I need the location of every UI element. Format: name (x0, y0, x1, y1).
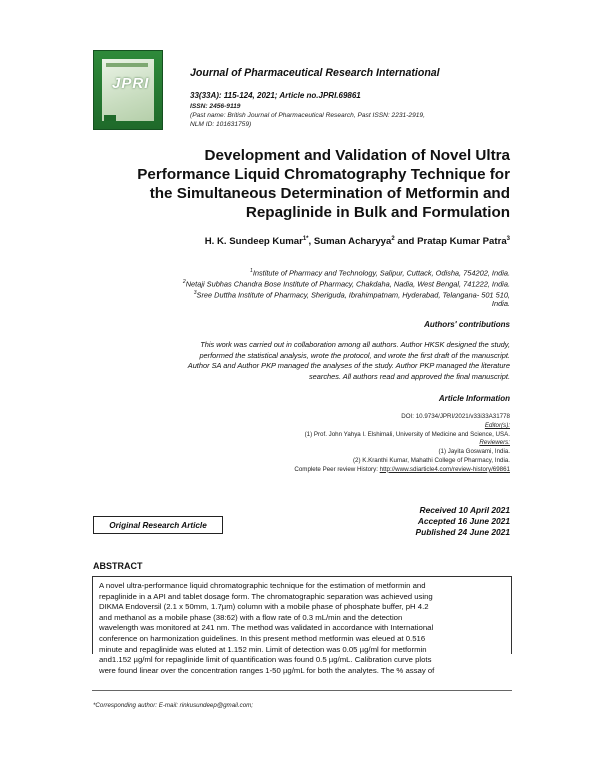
affiliation: $^3$Sree Duttha Institute of Pharmacy, Sheriguda, Ibrahimpatnam, Hyderabad, Telangana- 501 510, (193, 290, 510, 300)
reviewer: (1) Jayita Goswami, India. (438, 448, 510, 456)
editor: (1) Prof. John Yahya I. Elshimali, University of Medicine and Science, USA. (304, 430, 510, 438)
contributions-heading: Authors' contributions (424, 320, 510, 329)
cover-panel (102, 59, 154, 121)
reviewers-label: Reviewers: (479, 439, 510, 447)
abstract-line: and methanol as a mobile phase (38:62) with a flow rate of 0.3 mL/min and the detection (99, 612, 403, 622)
abstract-line: and1.152 µg/ml for repaglinide limit of quantification was found 0.5 µg/mL. Calibration curve plots (99, 655, 432, 665)
contrib-line: Author SA and Author PKP managed the analyses of the study. Author PKP managed the literature (187, 361, 510, 371)
volume-line: 33(33A): 115-124, 2021; Article no.JPRI.69861 (190, 91, 361, 100)
contrib-line: This work was carried out in collaboration among all authors. Author HKSK designed the study, (200, 340, 510, 349)
cover-logo: JPRI (112, 75, 150, 92)
paper-title (96, 146, 510, 222)
abstract-line: wavelength was monitored at 241 nm. The method was validated in accordance with International (99, 623, 434, 633)
doi: DOI: 10.9734/JPRI/2021/v33i33A31778 (401, 413, 510, 420)
peer-review-history-link[interactable]: http://www.sdiarticle4.com/review-history/69861 (379, 465, 510, 473)
author-sup: 1* (302, 236, 309, 242)
title-line: the Simultaneous Determination of Metformin and (149, 185, 510, 202)
abstract-heading: ABSTRACT (93, 561, 143, 571)
footnote-divider (92, 690, 512, 691)
abstract-box (92, 576, 512, 675)
published-date: Published 24 June 2021 (415, 526, 510, 537)
affiliation: $^1$Institute of Pharmacy and Technology, Salipur, Cuttack, Odisha, 754202, India. (250, 268, 510, 278)
affiliation: India. (491, 299, 510, 308)
cover-mark (104, 115, 116, 121)
past-name: (Past name: British Journal of Pharmaceutical Research, Past ISSN: 2231-2919, (190, 112, 425, 119)
title-line: Performance Liquid Chromatography Technique for (137, 166, 510, 183)
abstract-line: repaglinide in a API and tablet dosage form. The chromatographic separation was achieved using (99, 591, 433, 601)
title-line: Development and Validation of Novel Ultra (204, 147, 510, 164)
journal-name: Journal of Pharmaceutical Research International (190, 67, 440, 79)
journal-cover-image (93, 50, 163, 130)
editors-label: Editor(s): (484, 421, 510, 429)
contrib-line: performed the statistical analysis, wrote the protocol, and wrote the first draft of the manuscript. (199, 350, 510, 360)
author-sup: 2 (391, 236, 395, 242)
corresponding-author-footnote: *Corresponding author: E-mail: rinkusundeep@gmail.com; (93, 702, 254, 709)
article-info-heading: Article Information (438, 394, 510, 403)
abstract-line: minute and repaglinide was eluted at 1.152 min. Limit of detection was 0.05 µg/ml for metformin (99, 644, 427, 654)
abstract-line: were found linear over the concentration ranges 1-50 µg/mL for both the analytes. The % assay of (99, 665, 435, 675)
author-name: H. K. Sundeep Kumar (204, 236, 303, 248)
article-info (96, 413, 510, 475)
received-date: Received 10 April 2021 (419, 505, 510, 515)
author-sup: 3 (506, 236, 510, 242)
accepted-date: Accepted 16 June 2021 (417, 515, 510, 526)
contributions-text (96, 340, 510, 382)
author-list: H. K. Sundeep Kumar$^{1*}$, Suman Acharyya$^2$ and Pratap Kumar Patra$^3$ (204, 236, 510, 248)
contrib-line: searches. All authors read and approved the final manuscript. (308, 371, 510, 381)
author-name: Pratap Kumar Patra (417, 236, 507, 248)
affiliation: $^2$Netaji Subhas Chandra Bose Institute of Pharmacy, Chakdaha, Nadia, West Bengal, 741222, India. (182, 279, 510, 289)
cover-banner (106, 63, 148, 67)
article-type-box: Original Research Article (93, 516, 223, 534)
author-name: Suman Acharyya (313, 236, 392, 248)
abstract-line: DIKMA Endoversil (2.1 x 50mm, 1.7µm) column with a mobile phase of phosphate buffer, pH 4.2 (99, 602, 429, 612)
article-dates (330, 505, 510, 537)
peer-review-history: Complete Peer review History: http://www.sdiarticle4.com/review-history/69861 (294, 465, 510, 473)
title-line: Repaglinide in Bulk and Formulation (245, 204, 510, 221)
issn: ISSN: 2456-9119 (190, 103, 241, 110)
abstract-line: A novel ultra-performance liquid chromatographic technique for the estimation of metformin and (99, 581, 426, 590)
reviewer: (2) K.Kranthi Kumar, Mahathi College of Pharmacy, India. (352, 456, 510, 464)
nlm-id: NLM ID: 101631759) (190, 121, 252, 128)
abstract-line: conference on harmonization guidelines. In this present method metformin was eleued at 0.516 (99, 633, 426, 643)
